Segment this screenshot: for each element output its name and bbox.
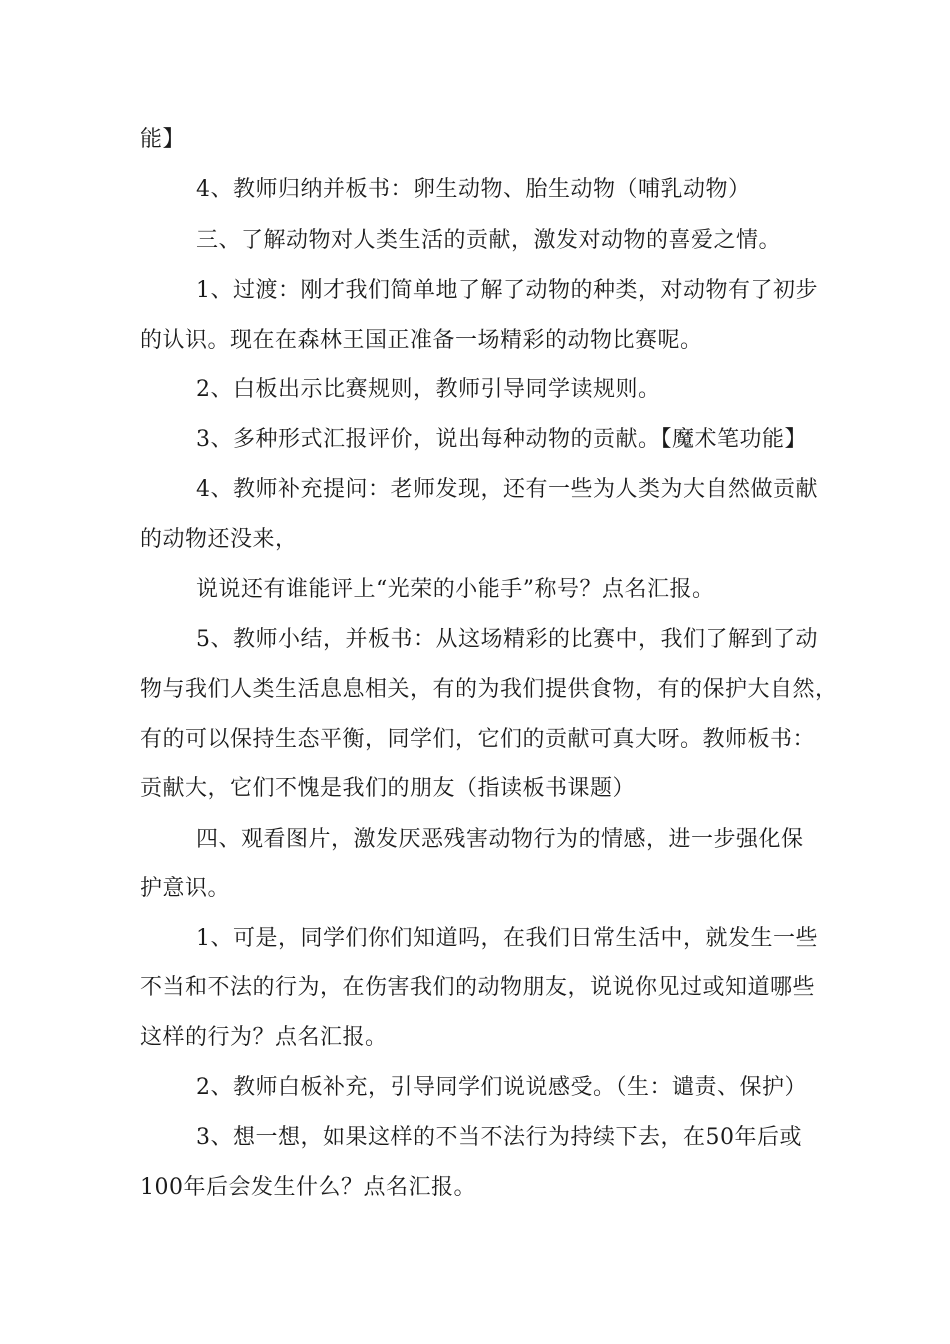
text-line: 有的可以保持生态平衡，同学们，它们的贡献可真大呀。教师板书： bbox=[140, 727, 816, 752]
text-line: 的认识。现在在森林王国正准备一场精彩的动物比赛呢。 bbox=[140, 328, 703, 353]
text-line: 1、可是，同学们你们知道吗，在我们日常生活中，就发生一些 bbox=[196, 926, 818, 951]
text-line: 1、过渡：刚才我们简单地了解了动物的种类，对动物有了初步 bbox=[196, 278, 818, 303]
text-line: 4、教师归纳并板书：卵生动物、胎生动物（哺乳动物） bbox=[196, 177, 751, 202]
section-heading: 四、观看图片，激发厌恶残害动物行为的情感，进一步强化保 bbox=[196, 827, 804, 852]
text-line: 说说还有谁能评上“光荣的小能手”称号？点名汇报。 bbox=[196, 577, 715, 602]
text-line: 4、教师补充提问：老师发现，还有一些为人类为大自然做贡献 bbox=[196, 477, 818, 502]
text-line: 2、教师白板补充，引导同学们说说感受。（生：谴责、保护） bbox=[196, 1075, 807, 1100]
text-line: 2、白板出示比赛规则，教师引导同学读规则。 bbox=[196, 377, 661, 402]
text-line: 100年后会发生什么？点名汇报。 bbox=[140, 1175, 476, 1200]
text-line: 3、多种形式汇报评价，说出每种动物的贡献。【魔术笔功能】 bbox=[196, 427, 807, 452]
text-line: 这样的行为？点名汇报。 bbox=[140, 1025, 388, 1050]
text-line: 的动物还没来， bbox=[140, 527, 298, 552]
section-heading: 三、了解动物对人类生活的贡献，激发对动物的喜爱之情。 bbox=[196, 228, 782, 253]
text-line: 不当和不法的行为，在伤害我们的动物朋友，说说你见过或知道哪些 bbox=[140, 975, 816, 1000]
text-line: 物与我们人类生活息息相关，有的为我们提供食物，有的保护大自然， bbox=[140, 677, 838, 702]
text-line: 能】 bbox=[140, 127, 186, 152]
text-line: 贡献大，它们不愧是我们的朋友（指读板书课题） bbox=[140, 776, 636, 801]
text-line: 护意识。 bbox=[140, 876, 231, 901]
text-line: 3、想一想，如果这样的不当不法行为持续下去，在50年后或 bbox=[196, 1125, 802, 1150]
text-line: 5、教师小结，并板书：从这场精彩的比赛中，我们了解到了动 bbox=[196, 627, 818, 652]
